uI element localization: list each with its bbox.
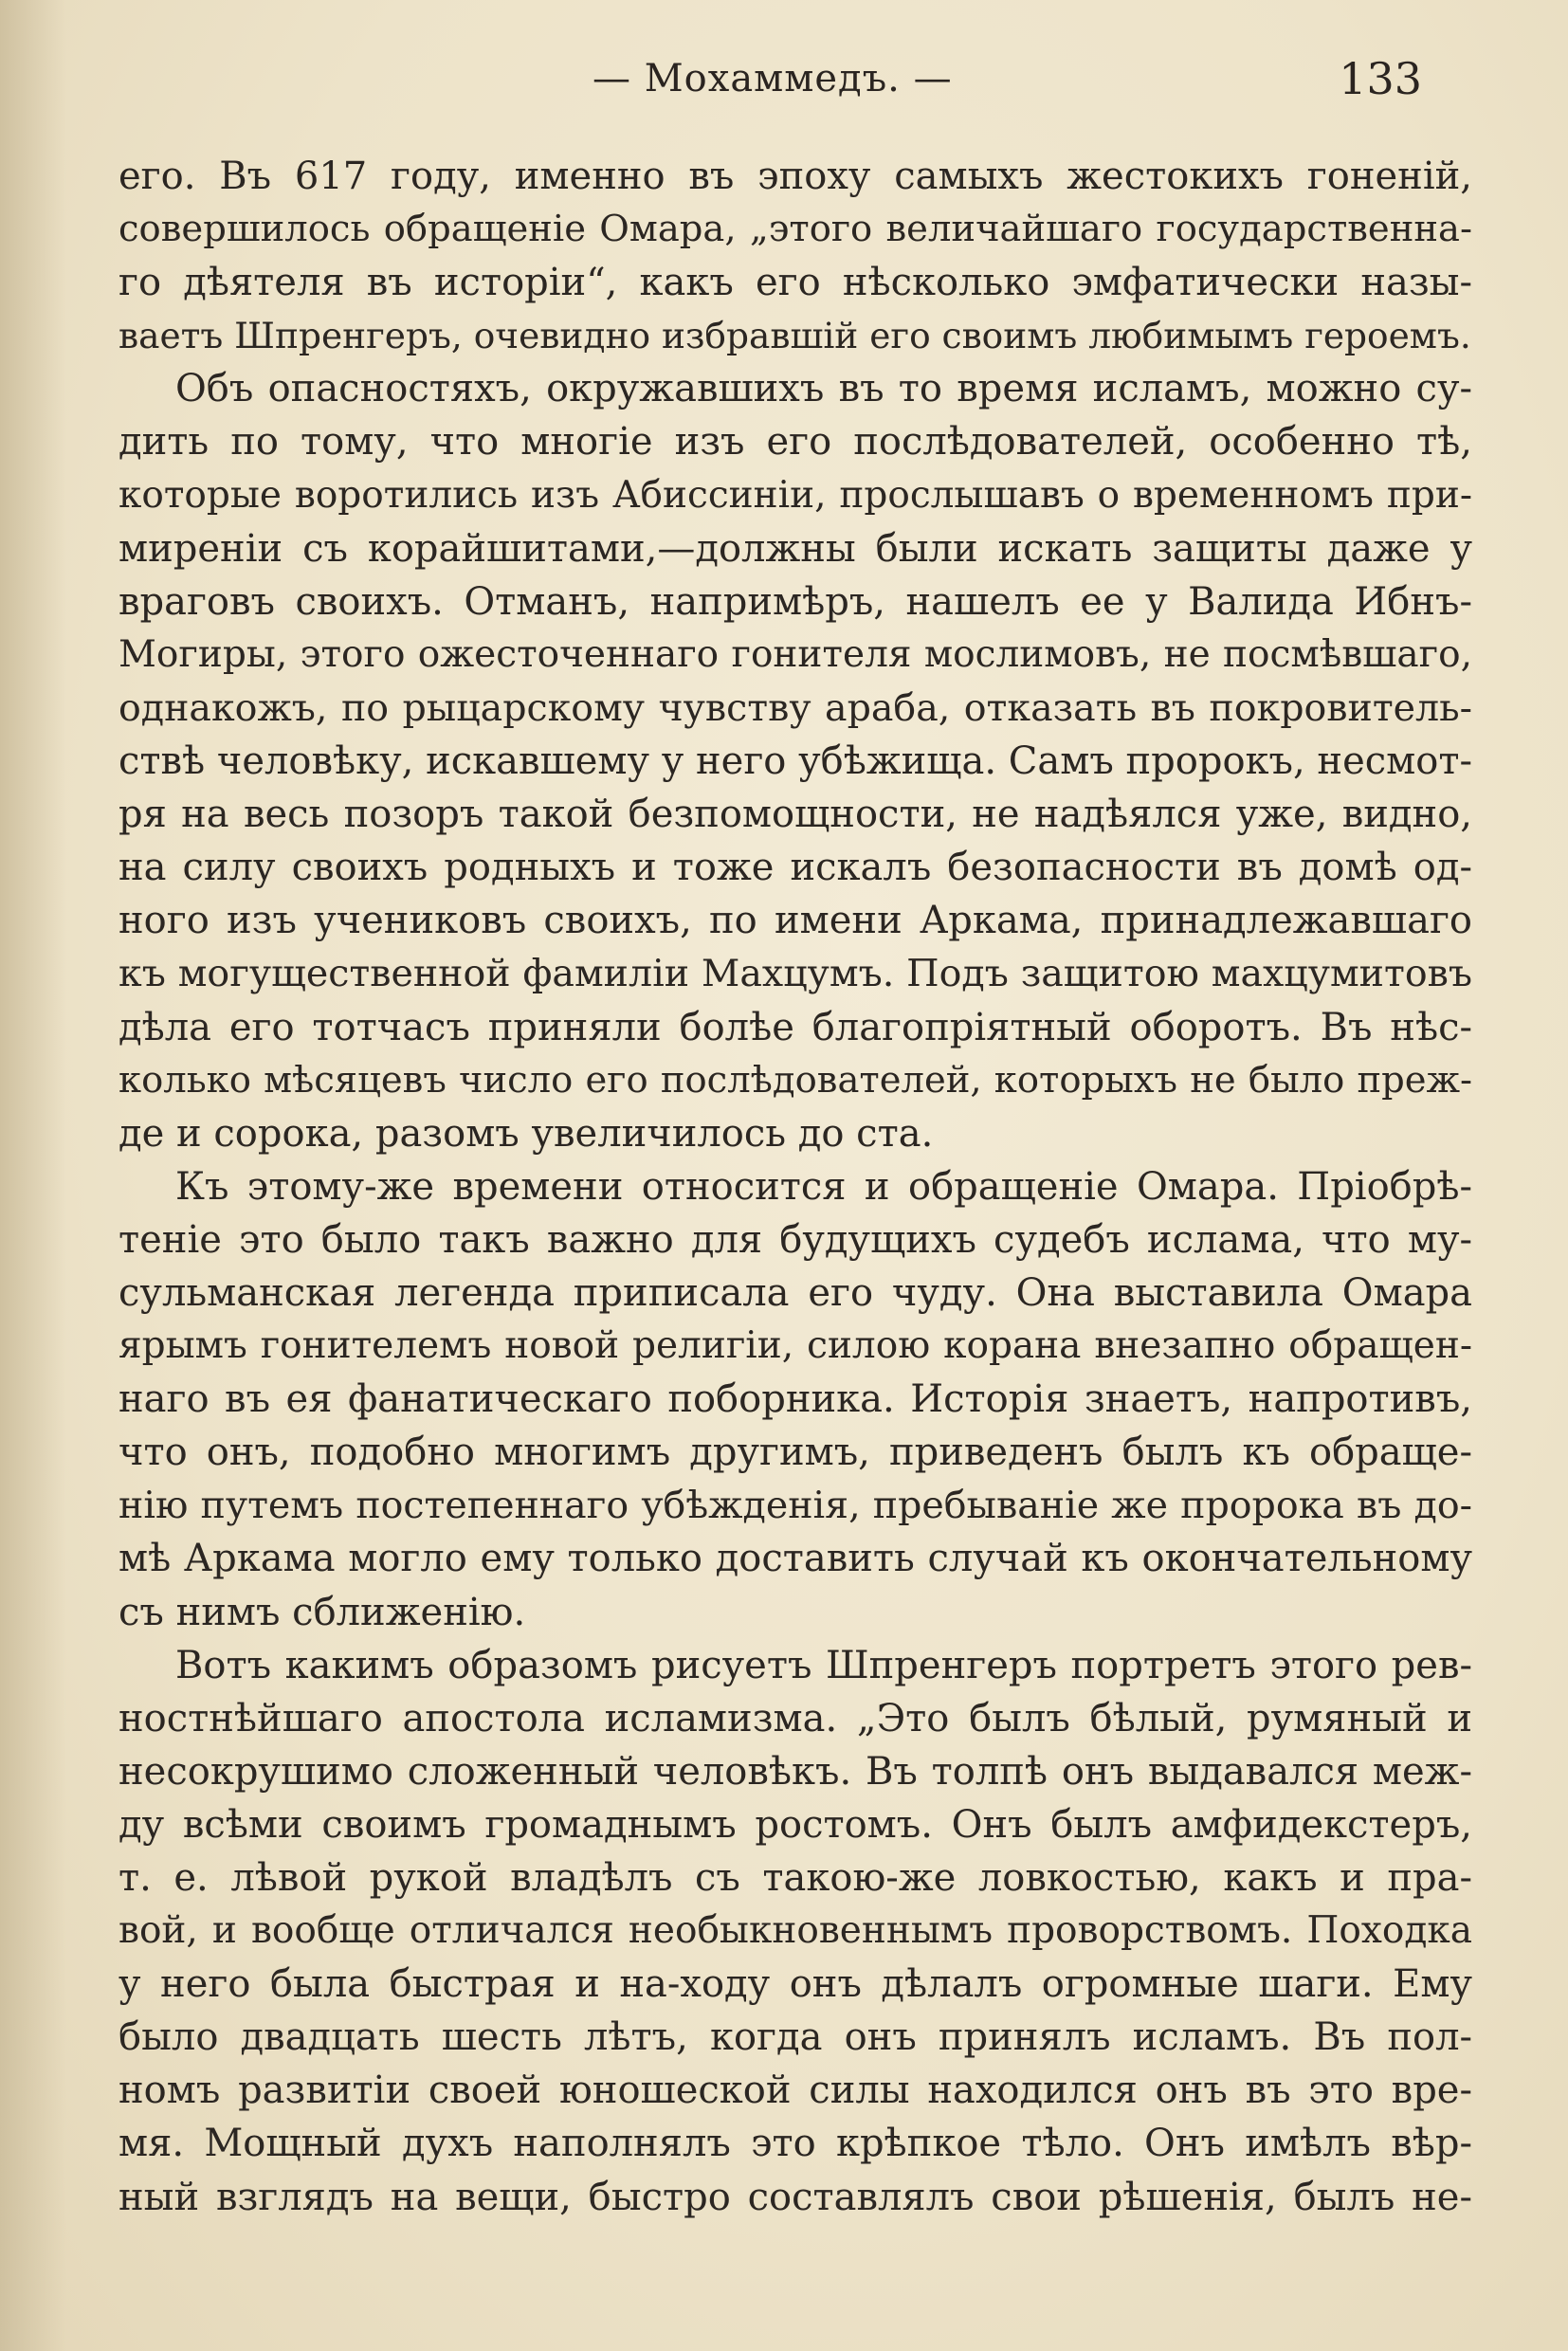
text-line: ду всѣми своимъ громаднымъ ростомъ. Онъ былъ амфидекстеръ,	[119, 1802, 1472, 1847]
text-line: было двадцать шесть лѣтъ, когда онъ принялъ исламъ. Въ пол-	[119, 2015, 1472, 2060]
text-line: однакожъ, по рыцарскому чувству араба, отказать въ покровитель-	[119, 685, 1472, 730]
page-gutter-shadow	[0, 0, 66, 2351]
text-line: ярымъ гонителемъ новой религіи, силою корана внезапно обращен-	[119, 1324, 1472, 1368]
text-line: миреніи съ корайшитами,—должны были искать защиты даже у	[119, 526, 1472, 571]
text-line: у него была быстрая и на-ходу онъ дѣлалъ огромные шаги. Ему	[119, 1962, 1472, 2007]
text-line: которые воротились изъ Абиссиніи, прослышавъ о временномъ при-	[119, 473, 1472, 517]
text-line: ря на весь позоръ такой безпомощности, не надѣялся уже, видно,	[119, 793, 1472, 837]
text-line: ный взглядъ на вещи, быстро составлялъ свои рѣшенія, былъ не-	[119, 2175, 1472, 2219]
text-line: нію путемъ постепеннаго убѣжденія, пребываніе же пророка въ до-	[119, 1484, 1472, 1528]
text-line: враговъ своихъ. Отманъ, напримѣръ, нашелъ ее у Валида Ибнъ-	[119, 579, 1472, 624]
text-line: его. Въ 617 году, именно въ эпоху самыхъ жестокихъ гоненій,	[119, 155, 1472, 198]
page-header	[114, 49, 1422, 116]
paragraph-first-line: Къ этому-же времени относится и обращеніе Омара. Пріобрѣ-	[175, 1164, 1472, 1209]
text-line: ностнѣйшаго апостола исламизма. „Это былъ бѣлый, румяный и	[119, 1696, 1472, 1740]
text-line: номъ развитіи своей юношеской силы находился онъ въ это вре-	[119, 2069, 1472, 2113]
text-line: сульманская легенда приписала его чуду. Она выставила Омара	[119, 1270, 1472, 1315]
text-line: го дѣятеля въ исторіи“, какъ его нѣсколько эмфатически назы-	[119, 261, 1472, 305]
text-line: ного изъ учениковъ своихъ, по имени Аркама, принадлежавшаго	[119, 899, 1472, 943]
text-line: ствѣ человѣку, искавшему у него убѣжища. Самъ пророкъ, несмот-	[119, 739, 1472, 784]
text-line: вой, и вообще отличался необыкновеннымъ проворствомъ. Походка	[119, 1909, 1472, 1953]
body-text	[119, 150, 1472, 2224]
text-line: теніе это было такъ важно для будущихъ судебъ ислама, что му-	[119, 1217, 1472, 1262]
text-line: что онъ, подобно многимъ другимъ, приведенъ былъ къ обраще-	[119, 1431, 1472, 1475]
text-line: де и сорока, разомъ увеличилось до ста.	[119, 1111, 934, 1156]
text-line: дить по тому, что многіе изъ его послѣдователей, особенно тѣ,	[119, 420, 1472, 465]
text-line: Могиры, этого ожесточеннаго гонителя мослимовъ, не посмѣвшаго,	[119, 632, 1472, 676]
text-line: колько мѣсяцевъ число его послѣдователей, которыхъ не было преж-	[119, 1058, 1472, 1102]
text-line: мя. Мощный духъ наполнялъ это крѣпкое тѣло. Онъ имѣлъ вѣр-	[119, 2122, 1472, 2166]
text-line: къ могущественной фамиліи Махцумъ. Подъ защитою махцумитовъ	[119, 952, 1472, 996]
text-line: съ нимъ сближенію.	[119, 1590, 526, 1634]
paragraph-first-line: Вотъ какимъ образомъ рисуетъ Шпренгеръ портретъ этого рев-	[175, 1643, 1472, 1687]
running-title: — Мохаммедъ. —	[593, 57, 953, 100]
paragraph-first-line: Объ опасностяхъ, окружавшихъ въ то время исламъ, можно су-	[175, 367, 1472, 411]
text-line: наго въ ея фанатическаго поборника. Исторія знаетъ, напротивъ,	[119, 1377, 1472, 1422]
text-line: несокрушимо сложенный человѣкъ. Въ толпѣ онъ выдавался меж-	[119, 1749, 1472, 1794]
text-line: ваетъ Шпренгеръ, очевидно избравшій его своимъ любимымъ героемъ.	[119, 315, 1471, 357]
text-line: на силу своихъ родныхъ и тоже искалъ безопасности въ домѣ од-	[119, 846, 1472, 890]
text-line: дѣла его тотчасъ приняли болѣе благопріятный оборотъ. Въ нѣс-	[119, 1005, 1472, 1049]
text-line: совершилось обращеніе Омара, „этого величайшаго государственна-	[119, 208, 1472, 251]
text-line: т. е. лѣвой рукой владѣлъ съ такою-же ловкостью, какъ и пра-	[119, 1856, 1472, 1900]
text-line: мѣ Аркама могло ему только доставить случай къ окончательному	[119, 1537, 1472, 1581]
page-number: 133	[1339, 53, 1422, 104]
